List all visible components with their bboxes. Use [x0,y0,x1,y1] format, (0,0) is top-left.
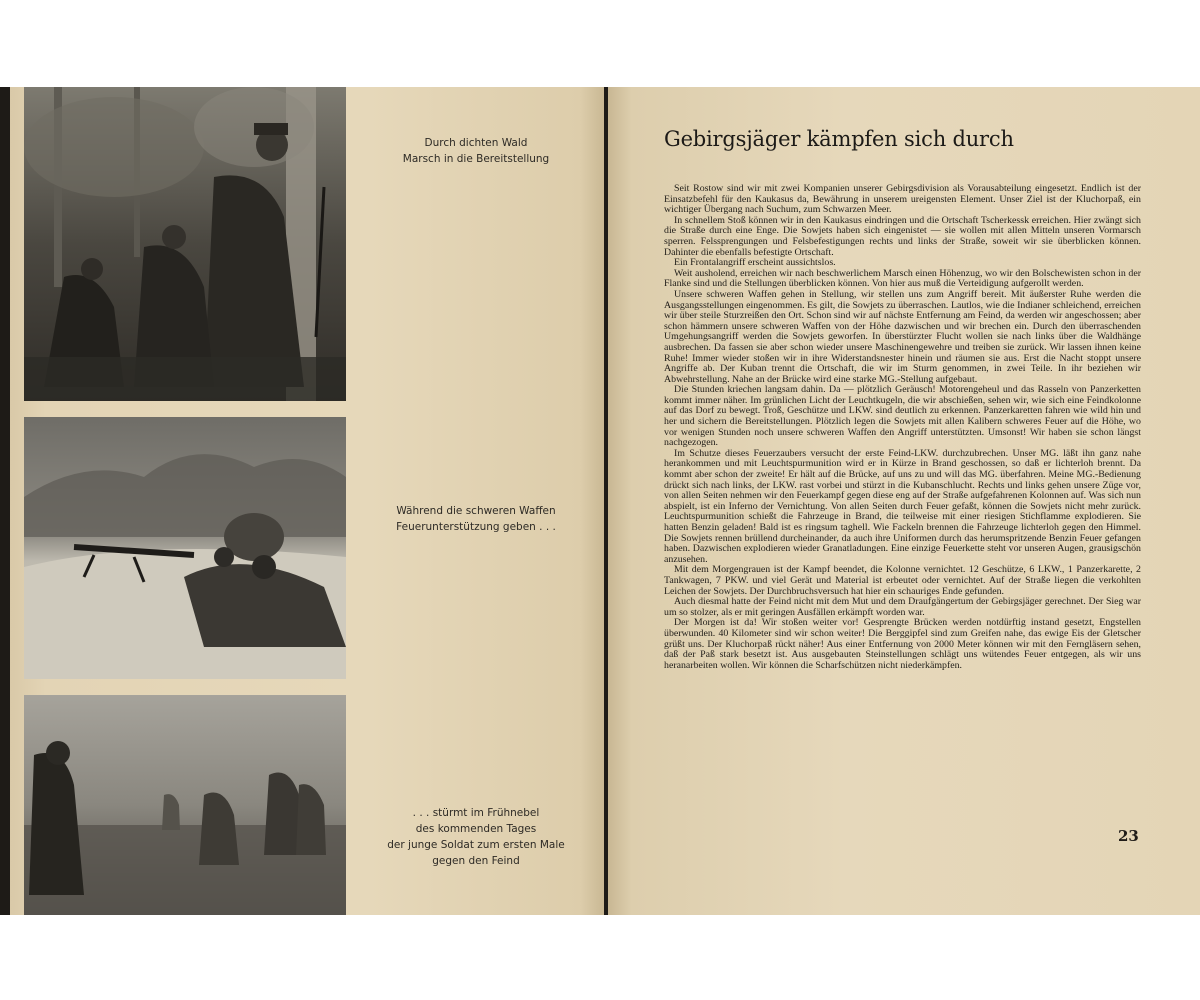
photo-forest-march [24,87,346,401]
paragraph: Auch diesmal hatte der Feind nicht mit dem Mut und dem Draufgängertum der Gebirgsjäger gerechnet. Der Sieg war um so stolzer, als er mit geringen Ausfällen erkämpft worden war. [664,596,1141,618]
caption-forest-march [362,135,590,167]
paragraph: Der Morgen ist da! Wir stoßen weiter vor! Gesprengte Brücken werden notdürftig instand gesetzt, Engstellen überwunden. 40 Kilometer sind wir schon weiter! Die Berggipfel sind zum Greifen nahe, das ewige Eis der Gletscher grüßt uns. Der Kluchorpaß rückt näher! Aus einer Entfernung von 2000 Meter können wir mit den Ferngläsern sehen, daß der Paß stark besetzt ist. Aus ausgebauten Steinstellungen schlägt uns wütendes Feuer entgegen, als wir uns heranarbeiten wollen. Wir können die Scharfschützen nicht niederkämpfen. [664,617,1141,671]
caption-line: der junge Soldat zum ersten Male [387,839,565,851]
caption-line: gegen den Feind [432,855,520,867]
caption-line: Durch dichten Wald [424,137,528,149]
page-number: 23 [1118,827,1139,845]
caption-line: Marsch in die Bereitstellung [402,153,550,165]
photo-machine-gun-position [24,417,346,679]
right-page [608,87,1200,915]
paragraph: Mit dem Morgengrauen ist der Kampf beendet, die Kolonne vernichtet. 12 Geschütze, 6 LKW., 1 Panzerkarette, 2 Tankwagen, 7 PKW. und viel Gerät und Material ist erbeutet oder vernichtet. Auf der Straße liegen die verkohlten Leichen der Sowjets. Der Durchbruchsversuch hat hier ein schauriges Ende gefunden. [664,564,1141,597]
paragraph: Ein Frontalangriff erscheint aussichtslos. [674,257,836,269]
article-body [664,184,1141,671]
caption-assault [362,805,590,869]
caption-line: . . . stürmt im Frühnebel [412,807,540,819]
paragraph: Im Schutze dieses Feuerzaubers versucht der erste Feind-LKW. durchzubrechen. Unser MG. läßt ihn ganz nahe herankommen und mit Leuchtspurmunition wird er in Kürze in Brand geschossen, so daß er lichterloh brennt. Da kommt aber schon der zweite! Er hält auf die Brücke, auf uns zu und will das MG. überfahren. Meine MG.-Bedienung drückt sich nach links, der LKW. rast vorbei und stürzt in die Kubanschlucht. Rechts und links gehen unsere Züge vor, von allen Seiten nehmen wir den Feuerkampf gegen diese eng auf der Straße aufgefahrenen Kolonnen auf. Was sich nun abspielt, ist ein Inferno der Vernichtung. Von allen Seiten durch Feuer gefaßt, können die Sowjets nicht mehr zurück. Leuchtspurmunition schießt die Fahrzeuge in Brand, die teilweise mit einer riesigen Stichflamme explodieren. Sie hatten Benzin geladen! Bald ist es ringsum taghell. Wie Fackeln brennen die Fahrzeuge lichterloh gegen den Himmel. Die Sowjets rennen brüllend durcheinander, da auch ihre Uniformen durch das herumspritzende Benzin Feuer gefangen haben. Dazwischen explodieren wieder Granatladungen. Eine einzige Feuerkette steht vor unseren Augen, grausigschön anzusehen. [664,447,1141,565]
paragraph: In schnellem Stoß können wir in den Kaukasus eindringen und die Ortschaft Tscherkessk erreichen. Hier zwängt sich die Straße durch eine Enge. Die Sowjets haben sich eingenistet — sie wollen mit allen Mitteln unseren Vormarsch sperren. Felssprengungen und Felsbefestigungen rechts und links der Straße, soweit wir sie überblicken können. Dahinter die ebenfalls befestigte Ortschaft. [664,214,1141,258]
caption-line: Während die schweren Waffen [396,505,556,517]
paragraph: Die Stunden kriechen langsam dahin. Da — plötzlich Geräusch! Motorengeheul und das Rasseln von Panzerketten kommt immer näher. Im grünlichen Licht der Leuchtkugeln, die wir abschießen, sehen wir, wie sich eine Feindkolonne auf das Dorf zu bewegt. Troß, Geschütze und LKW. sind deutlich zu erkennen. Panzerkaretten fahren wie wild hin und her und sichern die Bereitstellungen. Plötzlich legen die Sowjets mit allen Kalibern schweres Feuer auf die Höhe, wo vor wenigen Stunden noch unsere schweren Waffen den Angriff unterstützten. Umsonst! Wir haben sie schon längst nachgezogen. [664,384,1141,449]
paragraph: Unsere schweren Waffen gehen in Stellung, wir stellen uns zum Angriff bereit. Mit äußerster Ruhe werden die Ausgangsstellungen eingenommen. Es gilt, die Sowjets zu überraschen. Lautlos, wie die Indianer schleichend, erreichen wir über steile Sturzreißen den Ort. Schon sind wir auf nächste Entfernung am Feind, da werden wir angeschossen; aber schon hämmern unsere schweren Waffen von der Höhe dazwischen und wir brechen ein. Durch den überraschenden Umgehungsangriff werden die Sowjets geworfen. In überstürzter Flucht wollen sie nach links über die Waldhänge ausbrechen. Da fassen sie aber schon wieder unsere Maschinengewehre und treiben sie zurück. Wir lassen ihnen keine Ruhe! Immer wieder stoßen wir in ihre Widerstandsnester hinein und räumen sie aus. Erst die Nacht stoppt unsere Angriffe ab. Der Kuban trennt die Ortschaft, die wir im Sturm genommen, in zwei Teile. In ihr beziehen wir Abwehrstellung. Nahe an der Brücke wird eine starke MG.-Stellung aufgebaut. [664,288,1141,385]
paragraph: Weit ausholend, erreichen wir nach beschwerlichem Marsch einen Höhenzug, wo wir den Bolschewisten schon in der Flanke sind und die Stellungen überblicken können. Von hier aus muß die Verteidigung aufgerollt werden. [664,267,1141,290]
caption-line: des kommenden Tages [415,823,537,835]
left-page [10,87,604,915]
caption-line: Feuerunterstützung geben . . . [396,521,556,533]
book-spread [0,87,1200,915]
paragraph: Seit Rostow sind wir mit zwei Kompanien unserer Gebirgsdivision als Vorausabteilung eingesetzt. Endlich ist der Einsatzbefehl für den Kaukasus da, Bewährung in unserem ureigensten Element. Unser Ziel ist der Kluchorpaß, ein wichtiger Übergang nach Suchum, zum Schwarzen Meer. [664,183,1141,216]
article-title: Gebirgsjäger kämpfen sich durch [664,127,1014,151]
caption-machine-gun [362,503,590,535]
photo-morning-fog-assault [24,695,346,915]
